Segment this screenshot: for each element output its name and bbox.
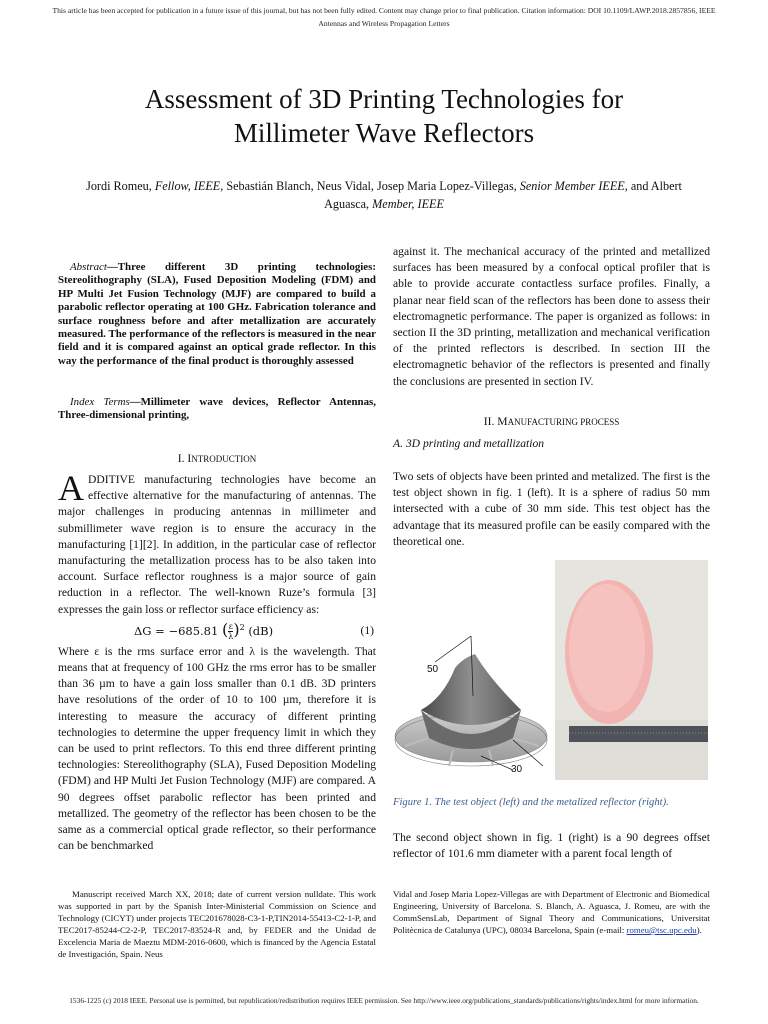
footnote-left: Manuscript received March XX, 2018; date of current version nulldate. This work was supported in part by the Spanish Inter-Ministerial Commission on Science and Technology (CICYT) under projects TEC201678028-C3-1-P,TIN2014-55413-C2-1-P, and TEC2017-85244-C2-2-P, TEC2017-83524-R and, by FEDER and the Unidad de Excelencia Maria de Maeztu MDM-2016-0600, which is financed by the Agencia Estatal de Investigación, Spain. Neus [58,889,376,959]
right-column-intro [393,244,710,390]
test-object-render [393,628,553,776]
author-text-1: Jordi Romeu, [86,179,155,193]
ruler [569,726,708,742]
equation-number: (1) [360,623,374,637]
author-grade-1: Fellow, IEEE [154,179,221,193]
manufacturing-paragraph-1: Two sets of objects have been printed and metalized. The first is the test object shown in fig. 1 (left). It is a sphere of radius 50 mm intersected with a cube of 30 mm side. This test object has the advantage that its measured profile can be easily compared with the theoretical one. [393,470,710,548]
footnote-right: Vidal and Josep Maria Lopez-Villegas are with Department of Electronic and Biomedical Engineering, University of Barcelona. S. Blanch, A. Aguasca, J. Romeu, are with the CommSensLab, Department of Signal Theory and Communications, Universitat Politècnica de Catalunya (UPC), 08034 Barcelona, Spain (e-mail: romeu@tsc.upc.edu). [393,889,710,935]
intro-text-1: manufacturing technologies have become an effective alternative for the manufacturing of antennas. The major challenges in producing antennas in millimeter and submillimeter wave region is to ensure the accuracy in the manufacturing [1][2]. In addition, in the particular case of reflector manufacturing the metallization process has to be also taken into account. Surface reflector roughness is a major source of gain reduction in a reflector. The well-known Ruze’s formula [3] expresses the gain loss or reflector surface efficiency as: [58,473,376,616]
figure-reflector-photo [555,560,708,780]
title-line-1: Assessment of 3D Printing Technologies for [144,84,624,114]
intro-paragraph-2: Where ε is the rms surface error and λ is the wavelength. That means that at frequency of 100 GHz the rms error has to be smaller than 36 µm to have a gain loss smaller than 0.1 dB. 3D printers have resolutions of the order of 10 to 100 µm, therefore it is interesting to measure the accuracy of different printing technologies to determine the upper frequency limit in which they can be used to print reflectors. To this end three different printing technologies: Stereolithography (SLA), Fused Deposition Modeling (FDM) and HP Multi Jet Fusion Technology (MJF) are compared. A 90 degrees offset parabolic reflector has been printed and metallized. The geometry of the reflector has been chosen to be the same as a commercial optical grade reflector, so their performance can be benchmarked [58,644,376,853]
figure-test-object [393,628,553,776]
abstract-text: —Three different 3D printing technologies: Stereolithography (SLA), Fused Deposition Modeling (FDM) and HP Multi Jet Fusion Technology (MJF) are compared to build a parabolic reflector operating at 100 GHz. Fabrication tolerance and surface roughness before and after metallization are accurately measured. The performance of the reflectors is measured in the near field and it is compared against an optical grade reflector. In this way the performance of the final product is thoroughly assessed [58,261,376,367]
equation-1 [58,618,376,644]
index-terms-block [58,396,376,423]
equation-body: ΔG = −685.81 ( $\frac{\varepsilon}{\lambda}$ )$^2$ (dB) [134,620,274,642]
abstract-paragraph [58,261,376,368]
author-grade-3: Member, IEEE [372,196,444,211]
intro-body [58,468,376,854]
abstract-label: Abstract [70,261,107,273]
figure-caption: Figure 1. The test object (left) and the metalized reflector (right). [393,797,669,808]
section-heading-introduction: I. INTRODUCTION [177,452,257,465]
index-terms-label: Index Terms [70,396,130,408]
journal-notice [0,4,768,30]
author-text-2: , Sebastián Blanch, Neus Vidal, Josep Maria Lopez-Villegas, [220,179,520,193]
index-terms-paragraph [58,396,376,423]
notice-line-2: Antennas and Wireless Propagation Letters [318,19,450,28]
reflector-photo-render [555,560,708,780]
author-grade-2: Senior Member IEEE [519,179,625,193]
abstract-block [58,261,376,368]
figure-dimension-50: 50 [427,664,439,675]
author-list [70,178,698,213]
index-terms-text: —Millimeter wave devices, Reflector Antennas, Three-dimensional printing, [58,396,377,422]
figure-dimension-30: 30 [511,764,523,775]
title-line-2: Millimeter Wave Reflectors [233,118,535,148]
author-email-link[interactable]: romeu@tsc.upc.edu [626,925,697,935]
intro-paragraph-1 [58,468,376,618]
section-heading-manufacturing: II. MANUFACTURING PROCESS [483,415,620,428]
equation-fraction: $\frac{\varepsilon}{\lambda}$ [228,622,234,642]
intro-paragraph-3: against it. The mechanical accuracy of the printed and metallized surfaces has been measured by a confocal optical profiler that is able to provide accurate contactless surface profiles. Finally, a planar near field scan of the reflectors has been done to assess their electromagnetic performance. The paper is organized as follows: in section II the 3D printing, metallization and mechanical verification of the printed reflectors is described. In section III the electromagnetic behavior of the reflectors is presented and finally the conclusions are presented in section IV. [393,245,710,388]
manufacturing-paragraph-2: The second object shown in fig. 1 (right) is a 90 degrees offset reflector of 101.6 mm diameter with a parent focal length of [393,831,710,861]
drop-cap: A [58,468,84,508]
paper-title [60,82,708,150]
notice-line-1: This article has been accepted for publication in a future issue of this journal, but has not been fully edited. Content may change prior to final publication. Citation information: DOI 10.1109/LAWP.2018.2857856, IEEE [52,6,716,15]
copyright-footer: 1536-1225 (c) 2018 IEEE. Personal use is permitted, but republication/redistribution requires IEEE permission. See http://www.ieee.org/publications_standards/publications/rights/index.html for more information. [69,996,699,1005]
author-text-3: , and Albert Aguasca, [324,179,682,211]
intro-lead-word: DDITIVE [88,473,136,486]
subsection-heading: A. 3D printing and metallization [393,437,545,450]
